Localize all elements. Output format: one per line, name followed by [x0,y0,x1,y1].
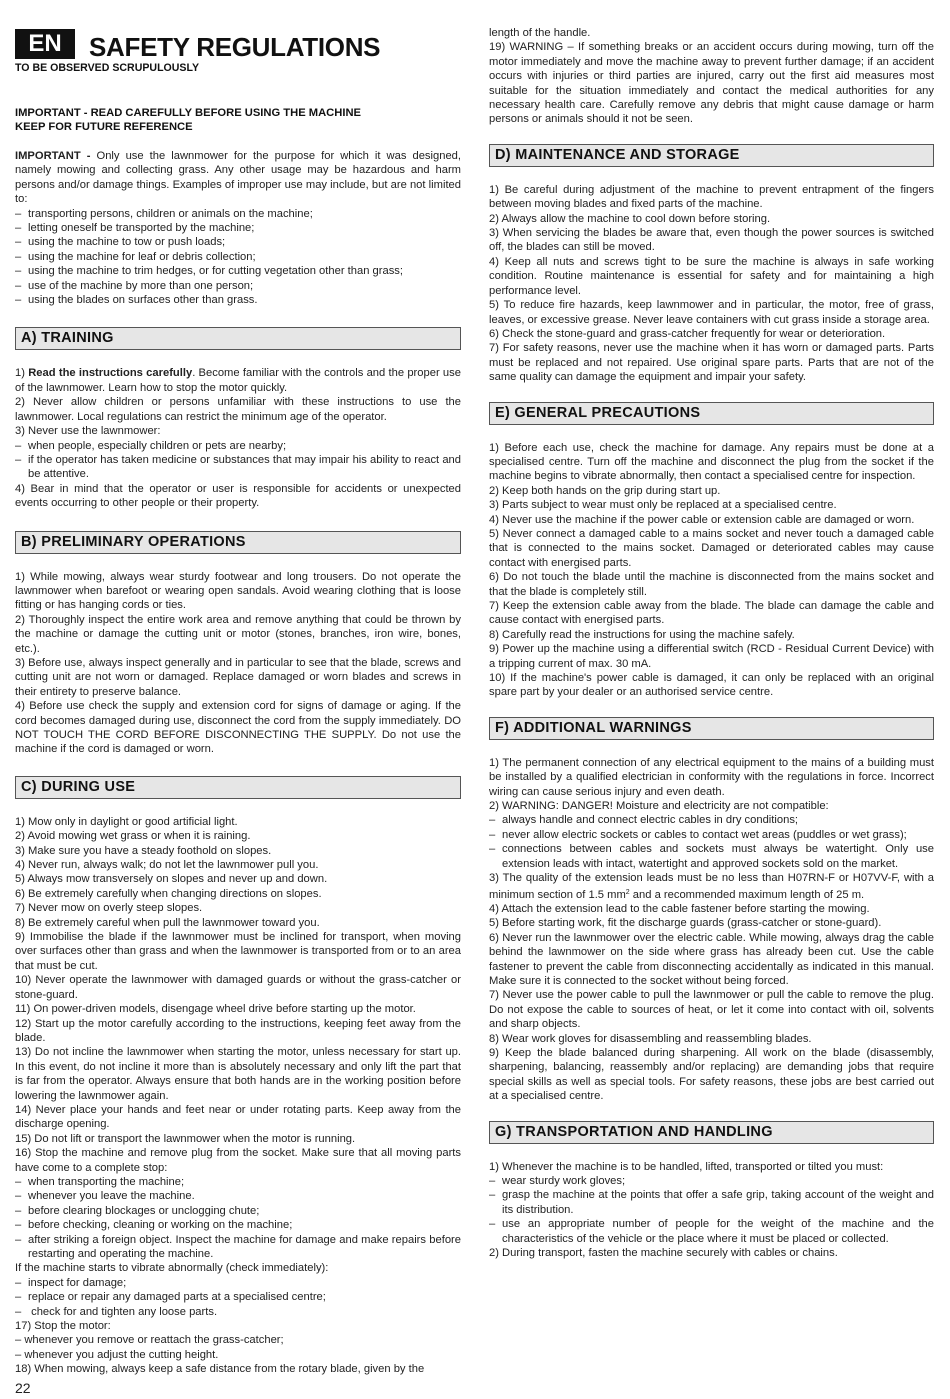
section-additional-warnings [489,717,934,1104]
paragraph: 4) Keep all nuts and screws tight to be sure the machine is always in safe working condition. Routine maintenance is essential for safety and for maintaining a high performance level. [489,255,934,297]
section-heading: E) GENERAL PRECAUTIONS [489,402,934,425]
paragraph: 2) Thoroughly inspect the entire work area and remove anything that could be thrown by the machine or damage the cutting unit or motor (stones, branches, iron wire, bones, etc.). [15,613,461,655]
paragraph: 13) Do not incline the lawnmower when starting the motor, unless necessary for start up. In this event, do not incline it more than is absolutely necessary and only lift the part that is far from the operator. Always ensure that both hands are in the working position before lowering the lawnmower again. [15,1046,461,1102]
section-heading: C) DURING USE [15,776,461,799]
paragraph: 1) Be careful during adjustment of the machine to prevent entrapment of the fingers between moving blades and fixed parts of the machine. [489,183,934,211]
paragraph: 1) Mow only in daylight or good artificial light. [15,815,238,828]
paragraph: 4) Bear in mind that the operator or user is responsible for accidents or unexpected events occurring to other people or their property. [15,482,461,510]
paragraph: 1) Whenever the machine is to be handled, lifted, transported or tilted you must: [489,1160,884,1173]
paragraph: 4) Never use the machine if the power cable or extension cable are damaged or worn. [489,513,915,526]
paragraph: 6) Check the stone-guard and grass-catcher frequently for wear or deterioration. [489,327,886,340]
paragraph: 8) Wear work gloves for disassembling and reassembling blades. [489,1032,812,1045]
list-item: – after striking a foreign object. Inspect the machine for damage and make repairs before restarting and operating the machine. [15,1233,461,1262]
paragraph: 18) When mowing, always keep a safe distance from the rotary blade, given by the [15,1363,425,1376]
list-item: – before checking, cleaning or working on the machine; [15,1218,461,1232]
list-item: – replace or repair any damaged parts at a specialised centre; [15,1290,461,1304]
paragraph: 7) Keep the extension cable away from the blade. The blade can damage the cable and cause contact with energised parts. [489,600,934,627]
paragraph: 11) On power-driven models, disengage wheel drive before starting up the motor. [15,1003,416,1016]
list-item: – use an appropriate number of people for the weight of the machine and the characteristics of the vehicle or the place where it must be placed or collected. [489,1217,934,1246]
paragraph: 10) Never operate the lawnmower with damaged guards or without the grass-catcher or stone-guard. [15,974,461,1001]
page-title: SAFETY REGULATIONS [89,32,381,62]
paragraph-number: 1) [15,367,29,380]
section-heading: B) PRELIMINARY OPERATIONS [15,531,461,554]
paragraph: 7) Never mow on overly steep slopes. [15,902,203,915]
list-item: – never allow electric sockets or cables to contact wet areas (puddles or wet grass); [489,828,934,842]
paragraph [489,871,934,902]
section-transportation [489,1121,934,1261]
paragraph: 2) Keep both hands on the grip during start up. [489,484,721,497]
important-notice-line: KEEP FOR FUTURE REFERENCE [15,121,193,133]
paragraph: 1) The permanent connection of any electrical equipment to the mains of a building must be installed by a qualified electrician in conformity with the regulations in force. Incorrect wiring can cause serious injury and even death. [489,756,934,798]
section-maintenance [489,144,934,385]
paragraph: 2) During transport, fasten the machine securely with cables or chains. [489,1247,838,1260]
paragraph: 9) Power up the machine using a differential switch (RCD - Residual Current Device) with a tripping current of max. 30 mA. [489,643,934,670]
right-column [489,26,934,1260]
paragraph: 6) Be extremely carefully when changing directions on slopes. [15,887,322,900]
section-during-use [15,776,461,1377]
list-item: – grasp the machine at the points that offer a safe grip, taking account of the weight and its distribution. [489,1188,934,1217]
section-heading: A) TRAINING [15,327,461,350]
paragraph: 9) Immobilise the blade if the lawnmower must be inclined for transport, when moving over surfaces other than grass and when the lawnmower is transported from or to an area that must be cut. [15,931,461,972]
list-item: – inspect for damage; [15,1276,461,1290]
paragraph: 2) WARNING: DANGER! Moisture and electricity are not compatible: [489,800,829,813]
paragraph: 15) Do not lift or transport the lawnmower when the motor is running. [15,1132,356,1145]
paragraph: – whenever you adjust the cutting height. [15,1348,219,1361]
list-item: – using the machine for leaf or debris collection; [15,250,461,264]
paragraph: 2) Avoid mowing wet grass or when it is raining. [15,830,251,843]
paragraph: 2) Always allow the machine to cool down before storing. [489,212,771,225]
section-general-precautions [489,402,934,700]
paragraph: 7) For safety reasons, never use the machine when it has worn or damaged parts. Parts must be replaced and not repaired. Use original spare parts. Parts that are not of the same quality can damage the equipment and impair your safety. [489,342,934,384]
section-heading: F) ADDITIONAL WARNINGS [489,717,934,740]
paragraph: 12) Start up the motor carefully according to the instructions, keeping feet away from the blade. [15,1017,461,1044]
paragraph: 4) Attach the extension lead to the cable fastener before starting the mowing. [489,902,870,915]
paragraph: 6) Do not touch the blade until the machine is disconnected from the mains socket and that the blade is completely still. [489,571,934,598]
paragraph: 10) If the machine's power cable is damaged, it can only be replaced with an original spare part by your dealer or an authorised service centre. [489,672,934,699]
list-item: – when people, especially children or pets are nearby; [15,439,461,453]
paragraph: 2) Never allow children or persons unfamiliar with these instructions to use the lawnmower. Local regulations can restrict the minimum age of the operator. [15,396,461,423]
paragraph: If the machine starts to vibrate abnormally (check immediately): [15,1262,329,1275]
list-item: – using the machine to tow or push loads; [15,235,461,249]
superscript: 2 [625,888,630,896]
paragraph-text: 3) The quality of the extension leads must be no less than H07RN-F or H07VV-F, with a minimum section of 1.5 mm [489,872,934,901]
paragraph: 7) Never use the power cable to pull the lawnmower or pull the cable to remove the plug. Do not expose the cable to sources of heat, or let it come into contact with oil, solvents and sharp objects. [489,989,934,1031]
paragraph: 5) Always mow transversely on slopes and never up and down. [15,873,328,886]
paragraph: 5) Before starting work, fit the discharge guards (grass-catcher or stone-guard). [489,917,882,930]
language-badge: EN [15,29,75,59]
intro-lead: IMPORTANT - [15,150,91,162]
paragraph: 6) Never run the lawnmower over the electric cable. While mowing, always drag the cable behind the lawnmower on the side where grass has already been cut. Use the cable fastener to prevent the cable from disconnecting accidentally as indicated in this manual. Make sure it is connected to the socket without being forced. [489,931,934,987]
page-number: 22 [15,1380,31,1396]
paragraph-text: . Become familiar with the controls and the proper use of the lawnmower. Learn how to stop the motor quickly. [15,367,461,394]
list-item: – when transporting the machine; [15,1175,461,1189]
section-training [15,327,461,510]
intro-text: Only use the lawnmower for the purpose for which it was designed, namely mowing and collecting grass. Any other usage may be hazardous and harm persons and/or damage things. Examples of improper use may include, but are not limited to: [15,150,462,206]
paragraph: 4) Before use check the supply and extension cord for signs of damage or aging. If the cord becomes damaged during use, disconnect the cord from the supply immediately. DO NOT TOUCH THE CORD BEFORE DISCONNECTING THE SUPPLY. Do not use the machine if the cord is damaged or worn. [15,700,461,756]
paragraph: 5) To reduce fire hazards, keep lawnmower and in particular, the motor, free of grass, leaves, or excessive grease. Never leave containers with cut grass inside a storage area. [489,299,934,326]
section-heading: G) TRANSPORTATION AND HANDLING [489,1121,934,1144]
paragraph: 3) When servicing the blades be aware that, even though the power sources is switched off, the blades can still be moved. [489,227,934,254]
list-item: – transporting persons, children or animals on the machine; [15,207,461,221]
paragraph: 9) Keep the blade balanced during sharpening. All work on the blade (disassembly, sharpening, balancing, reassembly and/or replacing) are demanding jobs that require special skills as well as special tools. For safety reasons, these jobs are best carried out at a specialised centre. [489,1046,934,1103]
paragraph: 3) Parts subject to wear must only be replaced at a specialised centre. [489,499,837,512]
intro-paragraph [15,149,461,207]
paragraph: 17) Stop the motor: [15,1320,111,1333]
list-item: – always handle and connect electric cables in dry conditions; [489,813,934,827]
paragraph: 4) Never run, always walk; do not let the lawnmower pull you. [15,859,319,872]
list-item: – wear sturdy work gloves; [489,1174,934,1188]
paragraph: 5) Never connect a damaged cable to a mains socket and never touch a damaged cable that is connected to the mains socket. Damaged or deteriorated cables may cause contact with energised parts. [489,527,934,569]
list-item: – letting oneself be transported by the machine; [15,221,461,235]
paragraph: 3) Make sure you have a steady foothold on slopes. [15,844,272,857]
intro-block [15,149,461,307]
paragraph-text: and a recommended maximum length of 25 m. [629,888,865,901]
list-item: – before clearing blockages or unclogging chute; [15,1204,461,1218]
important-notice-line: IMPORTANT - READ CAREFULLY BEFORE USING THE MACHINE [15,107,361,119]
list-item: – using the blades on surfaces other than grass. [15,293,461,307]
paragraph: 8) Carefully read the instructions for using the machine safely. [489,628,795,641]
list-item: – using the machine to trim hedges, or for cutting vegetation other than grass; [15,264,461,278]
paragraph: 3) Before use, always inspect generally and in particular to see that the blade, screws and cutting unit are not worn or damaged. Replace damaged or worn blades and screws in their entirety to preserve balance. [15,656,461,698]
list-item: – use of the machine by more than one person; [15,279,461,293]
paragraph-continued: length of the handle. [489,27,591,39]
paragraph: 1) Before each use, check the machine for damage. Any repairs must be done at a specialised centre. Turn off the machine and disconnect the plug from the socket if the machine begins to vibrate abnormally, then contact a specialised centre for inspection. [489,441,934,483]
paragraph: 1) While mowing, always wear sturdy footwear and long trousers. Do not operate the lawnmower when barefoot or wearing open sandals. Avoid wearing clothing that is loose fitting or has hanging cords or ties. [15,570,461,612]
section-heading: D) MAINTENANCE AND STORAGE [489,144,934,167]
list-item: – if the operator has taken medicine or substances that may impair his ability to react and be attentive. [15,453,461,482]
left-column [15,0,461,1377]
paragraph: – whenever you remove or reattach the grass-catcher; [15,1334,284,1347]
important-notice [15,106,461,134]
page-subtitle: TO BE OBSERVED SCRUPULOUSLY [15,62,200,74]
paragraph: 14) Never place your hands and feet near or under rotating parts. Keep away from the discharge opening. [15,1103,461,1131]
list-item: – whenever you leave the machine. [15,1189,461,1203]
paragraph: 8) Be extremely careful when pull the lawnmower toward you. [15,916,320,929]
page-header [15,29,461,77]
paragraph: 19) WARNING – If something breaks or an accident occurs during mowing, turn off the motor immediately and move the machine away to prevent further damage; if an accident occurs with injuries or third parties are injured, carry out the first aid measures most suitable for the situation immediately and contact the medical authorities for any necessary health care. Carefully remove any debris that might cause damage or harm persons or animals should it not be seen. [489,41,934,126]
list-item: – connections between cables and sockets must always be watertight. Only use extension leads with intact, watertight and approved sockets sold on the market. [489,842,934,871]
section-preliminary [15,531,461,757]
bold-text: Read the instructions carefully [28,367,193,380]
paragraph [15,366,461,395]
paragraph: 3) Never use the lawnmower: [15,425,161,438]
list-item: – check for and tighten any loose parts. [15,1305,461,1319]
paragraph: 16) Stop the machine and remove plug from the socket. Make sure that all moving parts have come to a complete stop: [15,1147,461,1174]
